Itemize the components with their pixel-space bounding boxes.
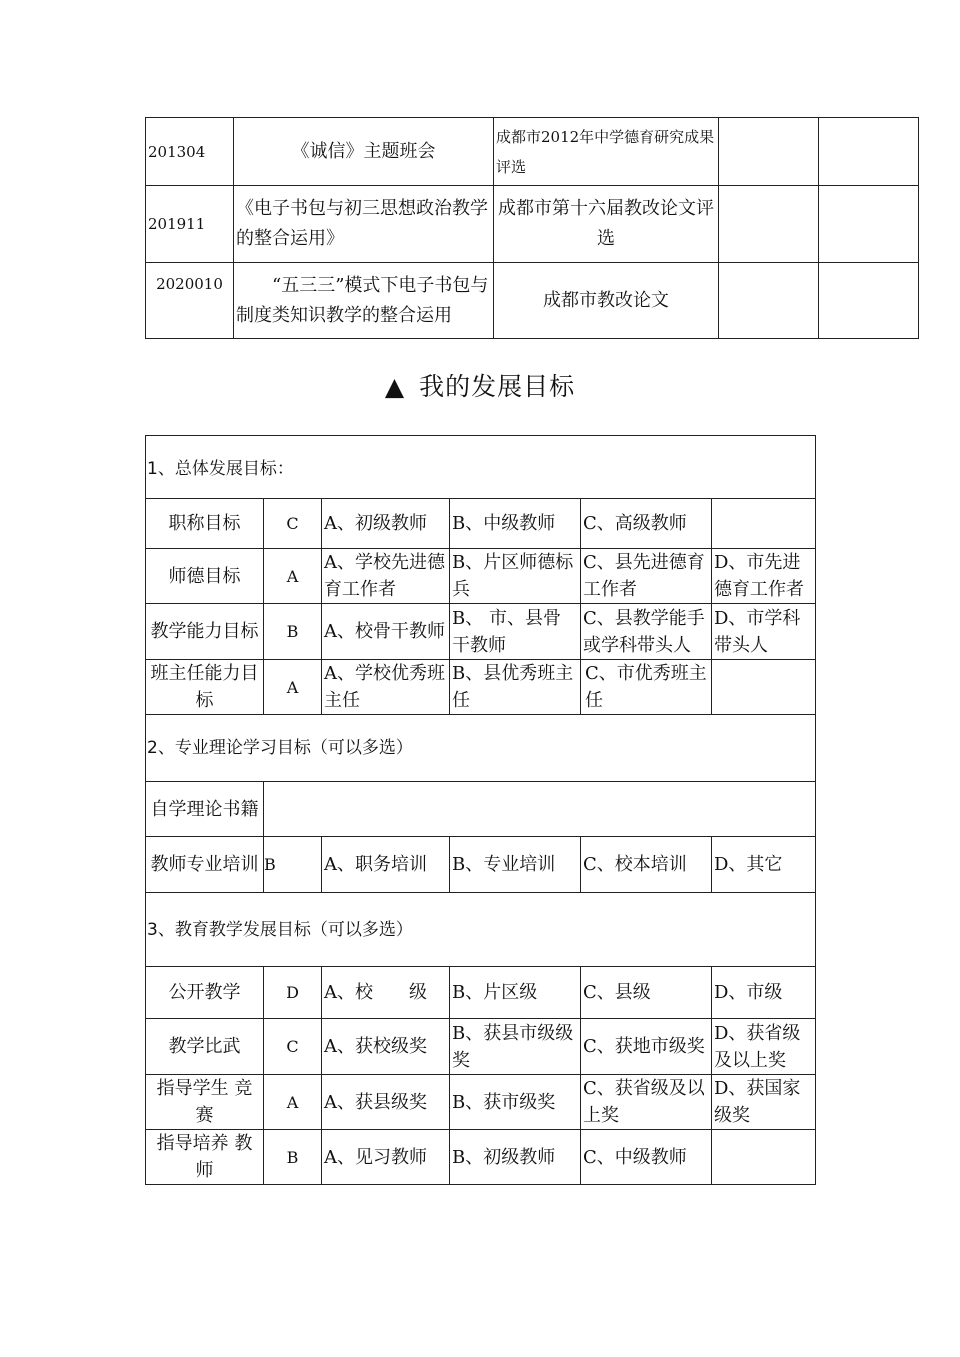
award-date: 201911	[146, 186, 234, 263]
goal-option-d: D、市学科带头人	[712, 604, 816, 660]
award-cell-5	[819, 118, 919, 186]
goal-option-c: C、获地市级奖	[581, 1019, 712, 1075]
goal-option-d: D、市级	[712, 967, 816, 1019]
award-cell-4	[719, 263, 819, 339]
goal-choice: B	[264, 1130, 322, 1185]
award-cell-5	[819, 263, 919, 339]
goal-option-b: B、 市、县骨干教师	[450, 604, 581, 660]
goal-choice: A	[264, 660, 322, 715]
award-title: 《电子书包与初三思想政治教学的整合运用》	[234, 186, 494, 263]
award-org: 成都市2012年中学德育研究成果评选	[494, 118, 719, 186]
award-org: 成都市教改论文	[494, 263, 719, 339]
section-heading: 3、教育教学发展目标（可以多选）	[146, 893, 816, 967]
table-row	[146, 604, 816, 660]
goal-option-a: A、获县级奖	[322, 1075, 450, 1130]
goal-label: 职称目标	[146, 499, 264, 549]
goal-option-c: C、校本培训	[581, 837, 712, 893]
table-row	[146, 263, 919, 339]
goal-option-a: A、学校先进德育工作者	[322, 549, 450, 604]
goal-option-b: B、获县市级级奖	[450, 1019, 581, 1075]
award-org: 成都市第十六届教改论文评选	[494, 186, 719, 263]
table-row	[146, 967, 816, 1019]
goal-choice: C	[264, 1019, 322, 1075]
goal-choice: A	[264, 549, 322, 604]
goal-option-a: A、校 级	[322, 967, 450, 1019]
goal-option-b: B、中级教师	[450, 499, 581, 549]
award-date: 201304	[146, 118, 234, 186]
table-row	[146, 660, 816, 715]
table-row	[146, 499, 816, 549]
goal-option-d: D、获省级及以上奖	[712, 1019, 816, 1075]
goal-option-c: C、高级教师	[581, 499, 712, 549]
goal-option-d: D、获国家级奖	[712, 1075, 816, 1130]
goal-option-d	[712, 660, 816, 715]
goal-choice: D	[264, 967, 322, 1019]
goal-option-d: D、市先进德育工作者	[712, 549, 816, 604]
award-cell-5	[819, 186, 919, 263]
goal-option-c: C、中级教师	[581, 1130, 712, 1185]
goal-label: 自学理论书籍	[146, 782, 264, 837]
section-heading: 2、专业理论学习目标（可以多选）	[146, 715, 816, 782]
section-title-text: 我的发展目标	[419, 372, 576, 401]
table-row	[146, 549, 816, 604]
goal-option-c: C、县教学能手或学科带头人	[581, 604, 712, 660]
goal-option-a: A、初级教师	[322, 499, 450, 549]
goal-option-b: B、县优秀班主任	[450, 660, 581, 715]
goal-label: 教学能力目标	[146, 604, 264, 660]
award-cell-4	[719, 118, 819, 186]
awards-table	[145, 117, 919, 339]
table-row	[146, 782, 816, 837]
goal-option-c: C、获省级及以上奖	[581, 1075, 712, 1130]
goal-option-d	[712, 499, 816, 549]
section-title	[0, 367, 960, 403]
goal-label: 公开教学	[146, 967, 264, 1019]
goal-choice: B	[264, 837, 322, 893]
goal-option-a: A、校骨干教师	[322, 604, 450, 660]
goal-label: 指导学生 竞赛	[146, 1075, 264, 1130]
goal-option-d: D、其它	[712, 837, 816, 893]
table-row	[146, 436, 816, 499]
table-row	[146, 1075, 816, 1130]
goal-choice: A	[264, 1075, 322, 1130]
goal-label: 教师专业培训	[146, 837, 264, 893]
triangle-icon: ▲	[384, 372, 406, 401]
table-row	[146, 837, 816, 893]
goal-label: 班主任能力目标	[146, 660, 264, 715]
goal-choice: C	[264, 499, 322, 549]
goal-option-a: A、获校级奖	[322, 1019, 450, 1075]
section-heading: 1、总体发展目标：	[146, 436, 816, 499]
goal-option-c: C、县级	[581, 967, 712, 1019]
goal-label: 指导培养 教师	[146, 1130, 264, 1185]
table-row	[146, 118, 919, 186]
goals-table	[145, 435, 816, 1185]
goal-option-a: A、学校优秀班主任	[322, 660, 450, 715]
goal-label: 师德目标	[146, 549, 264, 604]
award-title: 《诚信》主题班会	[234, 118, 494, 186]
award-cell-4	[719, 186, 819, 263]
goal-option-b: B、片区级	[450, 967, 581, 1019]
award-date: 2020010	[146, 263, 234, 339]
table-row	[146, 186, 919, 263]
goal-option-a: A、职务培训	[322, 837, 450, 893]
goal-choice: B	[264, 604, 322, 660]
table-row	[146, 1019, 816, 1075]
table-row	[146, 715, 816, 782]
goal-option-c: C、市优秀班主任	[581, 660, 712, 715]
table-row	[146, 1130, 816, 1185]
goal-option-d	[712, 1130, 816, 1185]
goal-option-b: B、片区师德标兵	[450, 549, 581, 604]
self-study-value	[264, 782, 816, 837]
goal-option-c: C、县先进德育工作者	[581, 549, 712, 604]
table-row	[146, 893, 816, 967]
goal-option-b: B、初级教师	[450, 1130, 581, 1185]
goal-option-b: B、专业培训	[450, 837, 581, 893]
goal-option-b: B、获市级奖	[450, 1075, 581, 1130]
goal-option-a: A、见习教师	[322, 1130, 450, 1185]
award-title: “五三三”模式下电子书包与制度类知识教学的整合运用	[234, 263, 494, 339]
goal-label: 教学比武	[146, 1019, 264, 1075]
